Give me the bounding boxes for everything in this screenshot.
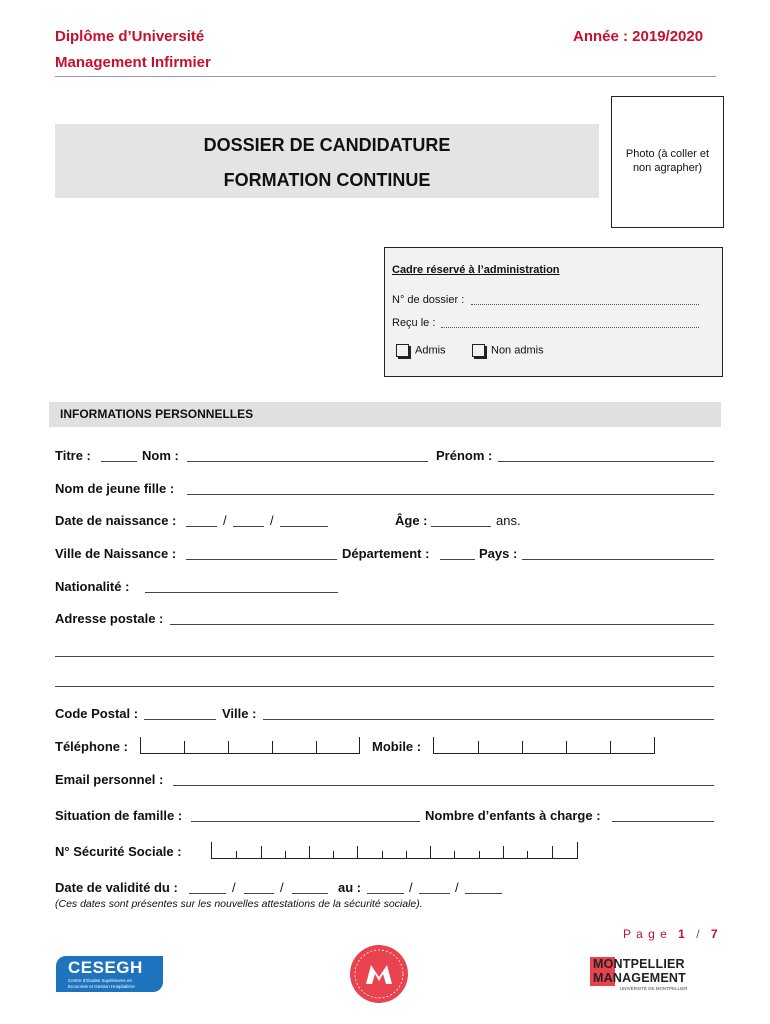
age-label: Âge :: [395, 513, 428, 528]
ssn-divider: [382, 851, 383, 858]
photo-instructions-2: non agrapher): [632, 162, 703, 174]
birth-date-sep1: /: [223, 513, 227, 528]
children-count-label: Nombre d’enfants à charge :: [425, 808, 601, 823]
cesegh-logo: [56, 956, 163, 992]
birth-year-field[interactable]: [280, 526, 328, 527]
city-label: Ville :: [222, 706, 257, 721]
diploma-title: Diplôme d’Université: [55, 28, 205, 45]
page-total: 7: [710, 927, 719, 941]
titre-label: Titre :: [55, 448, 91, 463]
cesegh-logo-sub1: Centre d’Etudes Supérieures en: [68, 978, 133, 983]
family-status-field[interactable]: [191, 821, 420, 822]
mobile-divider: [522, 741, 523, 753]
postal-code-field[interactable]: [144, 719, 216, 720]
non-admis-option[interactable]: [472, 344, 544, 357]
prenom-label: Prénom :: [436, 448, 493, 463]
age-unit: ans.: [496, 513, 521, 528]
email-label: Email personnel :: [55, 772, 164, 787]
validity-to-label: au :: [338, 880, 362, 895]
ssn-divider: [527, 851, 528, 858]
mm-logo-sub: UNIVERSITÉ DE MONTPELLIER: [620, 986, 688, 991]
nom-label: Nom :: [142, 448, 179, 463]
ssn-divider: [309, 846, 310, 858]
maiden-name-label: Nom de jeune fille :: [55, 481, 175, 496]
mobile-label: Mobile :: [372, 739, 422, 754]
admis-option[interactable]: [396, 344, 446, 357]
titre-field[interactable]: [101, 461, 137, 462]
birth-day-field[interactable]: [186, 526, 217, 527]
mobile-divider: [610, 741, 611, 753]
ssn-divider: [430, 846, 431, 858]
ssn-divider: [552, 846, 553, 858]
validity-to-year[interactable]: [465, 893, 502, 894]
validity-from-sep2: /: [280, 880, 284, 895]
phone-divider: [228, 741, 229, 753]
page-number: 1: [678, 927, 686, 941]
address-label: Adresse postale :: [55, 611, 164, 626]
non-admis-checkbox[interactable]: [472, 344, 485, 357]
ssn-divider: [454, 851, 455, 858]
mobile-field[interactable]: [433, 737, 655, 754]
received-date-label: Reçu le :: [392, 317, 436, 329]
mm-logo-bottom: MANAGEMENT: [593, 971, 686, 985]
address-field-line1[interactable]: [170, 624, 714, 625]
ssn-divider: [357, 846, 358, 858]
phone-divider: [272, 741, 273, 753]
ssn-divider: [285, 851, 286, 858]
ssn-divider: [406, 851, 407, 858]
admin-box-title: Cadre réservé à l’administration: [392, 264, 560, 276]
validity-to-sep2: /: [455, 880, 459, 895]
admis-label: Admis: [415, 344, 446, 357]
phone-divider: [184, 741, 185, 753]
children-count-field[interactable]: [612, 821, 714, 822]
birth-date-sep2: /: [270, 513, 274, 528]
postal-code-label: Code Postal :: [55, 706, 139, 721]
section-header: [49, 402, 721, 427]
birth-month-field[interactable]: [233, 526, 264, 527]
validity-to-sep1: /: [409, 880, 413, 895]
validity-to-month[interactable]: [419, 893, 450, 894]
header-divider: [55, 76, 716, 77]
nom-field[interactable]: [187, 461, 428, 462]
ssn-divider: [236, 851, 237, 858]
country-field[interactable]: [522, 559, 714, 560]
nationality-label: Nationalité :: [55, 579, 130, 594]
email-field[interactable]: [173, 785, 714, 786]
city-field[interactable]: [263, 719, 714, 720]
university-seal-logo: [349, 944, 409, 1004]
mm-logo-top: MONTPELLIER: [593, 957, 685, 971]
validity-from-sep1: /: [232, 880, 236, 895]
social-security-label: N° Sécurité Sociale :: [55, 844, 182, 859]
banner-line1: DOSSIER DE CANDIDATURE: [203, 135, 451, 155]
validity-from-year[interactable]: [292, 893, 328, 894]
department-label: Département :: [342, 546, 430, 561]
admin-box: [384, 247, 723, 377]
birth-city-label: Ville de Naissance :: [55, 546, 177, 561]
photo-box[interactable]: [611, 96, 724, 228]
ssn-divider: [333, 851, 334, 858]
admis-checkbox[interactable]: [396, 344, 409, 357]
ssn-divider: [261, 846, 262, 858]
received-date-field[interactable]: [441, 327, 699, 328]
nationality-field[interactable]: [145, 592, 338, 593]
banner-line2: FORMATION CONTINUE: [223, 170, 431, 190]
mobile-divider: [478, 741, 479, 753]
validity-from-day[interactable]: [189, 893, 226, 894]
validity-from-month[interactable]: [244, 893, 274, 894]
dossier-number-field[interactable]: [471, 304, 699, 305]
validity-to-day[interactable]: [367, 893, 404, 894]
diploma-subtitle: Management Infirmier: [55, 54, 211, 71]
page-label: P a g e: [623, 927, 668, 941]
birth-date-label: Date de naissance :: [55, 513, 177, 528]
address-field-line3[interactable]: [55, 686, 714, 687]
ssn-divider: [503, 846, 504, 858]
social-security-field[interactable]: [211, 842, 578, 859]
phone-label: Téléphone :: [55, 739, 128, 754]
ssn-divider: [479, 851, 480, 858]
cesegh-logo-sub2: Economie et Gestion Hospitalière: [68, 984, 135, 989]
department-field[interactable]: [440, 559, 475, 560]
title-banner: [55, 124, 599, 198]
phone-field[interactable]: [140, 737, 360, 754]
page-separator: /: [696, 927, 701, 941]
birth-city-field[interactable]: [186, 559, 337, 560]
cesegh-logo-text: CESEGH: [68, 958, 143, 977]
mobile-divider: [566, 741, 567, 753]
address-field-line2[interactable]: [55, 656, 714, 657]
family-status-label: Situation de famille :: [55, 808, 183, 823]
validity-note: (Ces dates sont présentes sur les nouvelles attestations de la sécurité sociale).: [55, 898, 423, 910]
dossier-number-label: N° de dossier :: [392, 294, 465, 306]
section-title: INFORMATIONS PERSONNELLES: [60, 407, 254, 421]
montpellier-management-logo: [590, 957, 710, 993]
phone-divider: [316, 741, 317, 753]
academic-year: Année : 2019/2020: [573, 28, 704, 45]
country-label: Pays :: [479, 546, 518, 561]
age-field[interactable]: [431, 526, 491, 527]
photo-instructions-1: Photo (à coller et: [625, 148, 710, 160]
validity-label: Date de validité du :: [55, 880, 178, 895]
prenom-field[interactable]: [498, 461, 714, 462]
non-admis-label: Non admis: [491, 344, 544, 357]
maiden-name-field[interactable]: [187, 494, 714, 495]
page-indicator: [623, 927, 719, 941]
